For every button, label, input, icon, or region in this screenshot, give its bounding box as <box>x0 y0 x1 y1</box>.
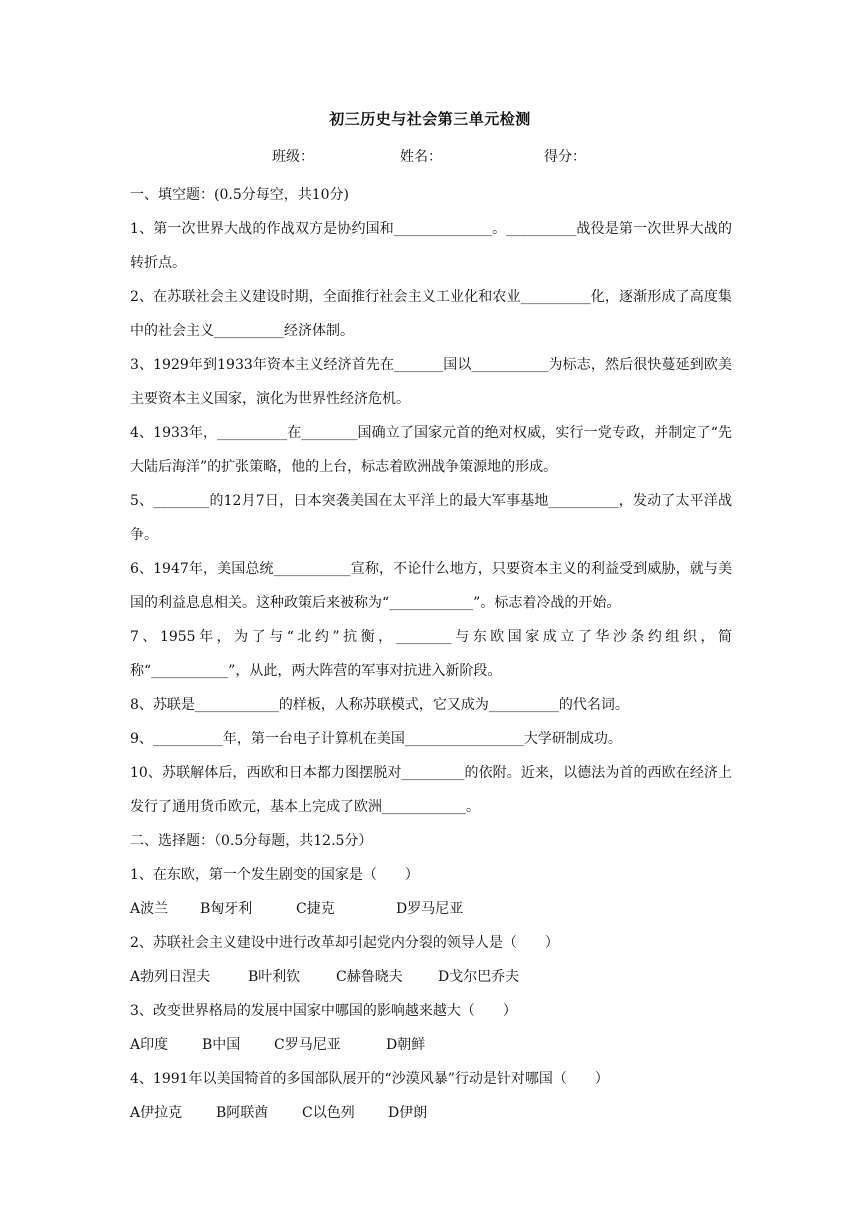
choice-option: C赫鲁晓夫 <box>336 969 403 985</box>
name-label: 姓名： <box>400 149 442 165</box>
section-heading-choice: 二、选择题：（0.5分每题，共12.5分） <box>130 833 373 849</box>
choice-option: C捷克 <box>296 901 335 917</box>
fill-blank-question: 9、__________年，第一台电子计算机在美国_________________大学研制成功。 <box>130 731 622 747</box>
score-label: 得分： <box>544 149 586 165</box>
fill-blank-question: 5、________的12月7日，日本突袭美国在太平洋上的最大军事基地__________，发动了太平洋战争。 <box>130 493 732 543</box>
fill-blank-question: 6、1947年，美国总统___________宣称，不论什么地方，只要资本主义的利益受到威胁，就与美国的利益息息相关。这种政策后来被称为“____________”。标志着冷战的开始。 <box>130 561 732 611</box>
student-info-row <box>0 146 860 166</box>
choice-options <box>130 960 732 994</box>
page-title: 初三历史与社会第三单元检测 <box>329 110 531 128</box>
choice-option: B阿联酋 <box>216 1105 269 1121</box>
choice-options <box>130 1028 732 1062</box>
choice-option: A印度 <box>130 1037 169 1053</box>
choice-question-stem: 3、改变世界格局的发展中国家中哪国的影响越来越大（ ） <box>130 1003 517 1019</box>
fill-blank-question: 7、1955年，为了与“北约”抗衡，________与东欧国家成立了华沙条约组织，简称“___________”，从此，两大阵营的军事对抗进入新阶段。 <box>130 629 732 679</box>
choice-option: B叶利钦 <box>248 969 301 985</box>
choice-question-stem: 2、苏联社会主义建设中进行改革却引起党内分裂的领导人是（ ） <box>130 935 559 951</box>
fill-blank-question: 10、苏联解体后，西欧和日本都力图摆脱对_________的依附。近来，以德法为首的西欧在经济上发行了通用货币欧元，基本上完成了欧洲____________。 <box>130 765 732 815</box>
choice-question-stem: 4、1991年以美国犄首的多国部队展开的“沙漠风暴”行动是针对哪国（ ） <box>130 1071 609 1087</box>
choice-question-stem: 1、在东欧，第一个发生剧变的国家是（ ） <box>130 867 419 883</box>
choice-option: A伊拉克 <box>130 1105 183 1121</box>
choice-option: D罗马尼亚 <box>396 901 464 917</box>
fill-blank-question: 8、苏联是____________的样板，人称苏联模式，它又成为__________的代名词。 <box>130 697 629 713</box>
choice-option: C罗马尼亚 <box>274 1037 341 1053</box>
fill-blank-question: 2、在苏联社会主义建设时期，全面推行社会主义工业化和农业__________化，逐渐形成了高度集中的社会主义__________经济体制。 <box>130 289 732 339</box>
class-label: 班级： <box>272 149 314 165</box>
choice-option: C以色列 <box>302 1105 355 1121</box>
choice-option: D朝鲜 <box>386 1037 426 1053</box>
choice-option: A波兰 <box>130 901 169 917</box>
section-heading-fill-blank: 一、填空题：(0.5分每空，共10分) <box>130 187 350 203</box>
choice-options <box>130 1096 732 1130</box>
fill-blank-question: 4、1933年，__________在________国确立了国家元首的绝对权威，实行一党专政，并制定了“先大陆后海洋”的扩张策略，他的上台，标志着欧洲战争策源地的形成。 <box>130 425 732 475</box>
choice-option: D戈尔巴乔夫 <box>438 969 520 985</box>
choice-options <box>130 892 732 926</box>
fill-blank-question: 1、第一次世界大战的作战双方是协约国和______________。__________战役是第一次世界大战的转折点。 <box>130 221 732 271</box>
choice-option: B匈牙利 <box>200 901 253 917</box>
fill-blank-question: 3、1929年到1933年资本主义经济首先在_______国以___________为标志，然后很快蔓延到欧美主要资本主义国家，演化为世界性经济危机。 <box>130 357 732 407</box>
choice-option: D伊朗 <box>388 1105 428 1121</box>
choice-option: B中国 <box>202 1037 241 1053</box>
exam-content <box>130 178 732 1130</box>
choice-option: A勃列日涅夫 <box>130 969 211 985</box>
